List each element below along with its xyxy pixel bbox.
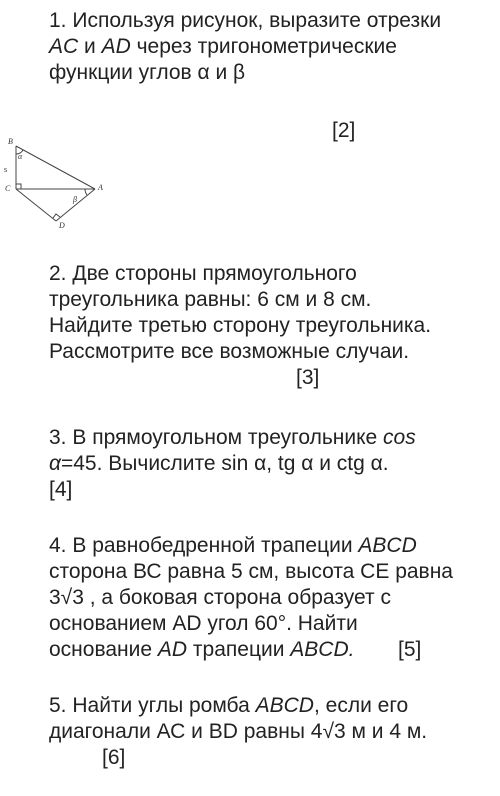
label-alpha: α <box>18 152 23 161</box>
task-5-line-1 <box>49 693 408 718</box>
task-2-line-2: треугольника равны: 6 см и 8 см. <box>49 288 372 311</box>
task-3-line-2 <box>49 451 389 476</box>
label-a: A <box>98 183 103 192</box>
task-4-line-5 <box>49 637 354 662</box>
task-3-score: [4] <box>49 478 73 501</box>
task-5-number: 5. <box>49 694 67 717</box>
task-4-number: 4. <box>49 534 67 557</box>
task-1-number: 1. <box>49 9 67 32</box>
label-c: C <box>5 184 11 193</box>
task-5-abcd: ABCD <box>255 694 314 717</box>
task-5-line-2: диагонали АС и BD равны 4√3 м и 4 м. <box>49 720 428 743</box>
task-3-number: 3. <box>49 426 67 449</box>
task-3-text-2: =45. Вычислите sin α, tg α и ctg α. <box>60 452 389 475</box>
task-1-line-2 <box>49 34 397 59</box>
task-3-cos: cos <box>383 426 416 449</box>
task-4-ad: AD <box>157 638 188 661</box>
angle-beta-arc <box>85 189 87 195</box>
task-1-text-and: и <box>78 35 102 58</box>
task-1-line-3: функции углов α и β <box>49 61 246 84</box>
segment-ad: AD <box>101 35 131 58</box>
task-2-line-3: Найдите третью сторону треугольника. <box>49 314 432 337</box>
right-angle-c <box>16 184 21 189</box>
task-2-text-1: Две стороны прямоугольного <box>72 262 357 285</box>
task-2-line-1 <box>49 261 357 286</box>
task-4-line-3: 3√3 , а боковая сторона образует с <box>49 586 391 609</box>
task-4-text-5a: основание <box>49 638 158 661</box>
label-side: s <box>4 165 8 174</box>
segment-ba <box>16 146 95 189</box>
task-4-abcd: ABCD <box>358 534 417 557</box>
task-2-line-4: Рассмотрите все возможные случаи. <box>49 340 410 363</box>
segment-cd <box>16 189 56 221</box>
label-beta: β <box>73 195 77 204</box>
right-angle-d <box>53 214 60 218</box>
task-3-text-1: В прямоугольном треугольнике <box>72 426 384 449</box>
task-5-text-1a: Найти углы ромба <box>72 694 256 717</box>
task-4-line-2: сторона ВС равна 5 см, высота СЕ равна <box>49 560 453 583</box>
task-4-line-4: основанием AD угол 60°. Найти <box>49 612 358 635</box>
label-b: B <box>8 137 13 146</box>
task-4-line-1 <box>49 533 417 558</box>
task-1-text-1: Используя рисунок, выразите отрезки <box>72 9 442 32</box>
segment-ac: AC <box>49 35 79 58</box>
task-3-alpha: α <box>49 452 61 475</box>
task-5-text-1c: , если его <box>313 694 409 717</box>
segment-da <box>56 189 95 221</box>
task-1-text-2: через тригонометрические <box>130 35 397 58</box>
task-1-score: [2] <box>332 119 356 142</box>
task-2-number: 2. <box>49 262 67 285</box>
task-4-score: [5] <box>398 638 422 661</box>
triangle-figure <box>0 132 120 232</box>
task-2-score: [3] <box>296 366 320 389</box>
task-4-abcd-2: ABCD. <box>290 638 355 661</box>
task-1-line-1 <box>49 8 441 33</box>
task-4-text-5c: трапеции <box>187 638 291 661</box>
task-4-text-1: В равнобедренной трапеции <box>72 534 359 557</box>
label-d: D <box>59 221 65 230</box>
task-3-line-1 <box>49 425 416 450</box>
task-5-score: [6] <box>102 746 126 769</box>
